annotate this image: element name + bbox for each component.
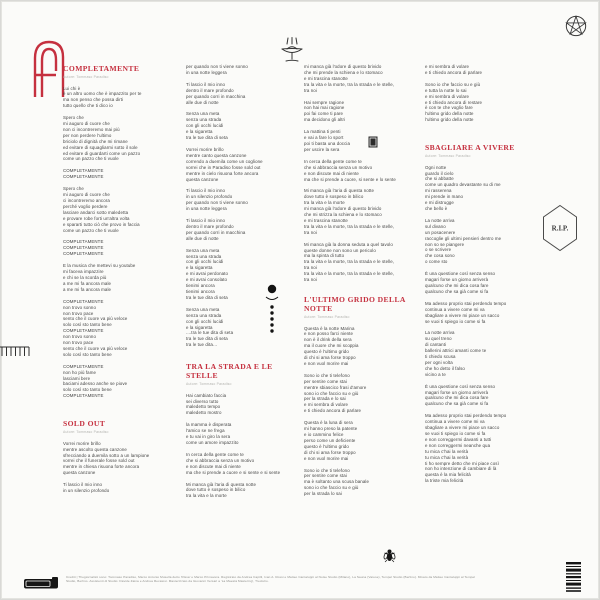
lyrics-column-4 [425, 64, 580, 490]
stanza: COMPLETAMENTE non trovo sonno non trovo pace sento che il cuore va più veloce solo così sto tanto bene COMPLETAMENTE non trovo sonno non trovo pace sento che il cuore va più veloce solo così sto tanto bene [63, 298, 128, 357]
stanza: Ti lascio il mio inno in un silenzio profondo [63, 482, 110, 494]
stanza: Hai sempre ragione non hai mai ragione poi fai come ti pare ma decidono gli altri [304, 99, 346, 123]
stanza: È una questione così senza senso magari forse un giorno arriverà qualcuno che mi dica cosa fare qualcuno che sa già come si fa [425, 271, 496, 294]
stanza: Mi manca già l'aria di questa notte dove tutto è sospeso in bilico tra la vita e la morte mi manca già l'odore di questo brivido che mi strizza la schiena e lo stomaco e mi trascina stanotte tra la vita e la morte, tra la strada e le stelle, tra noi [304, 188, 395, 235]
pentagram-icon [565, 15, 587, 42]
song-title: COMPLETAMENTE [63, 64, 140, 73]
stanza: Ti lascio il mio inno in un silenzio profondo per quando non ti viene sonno in una notte leggera [186, 188, 248, 212]
stanza: Senza una meta senza una strada con gli occhi lucidi e la sigaretta tra le tue dita di seta [186, 111, 228, 141]
credits-block [66, 575, 536, 583]
barcode-icon [565, 562, 583, 597]
stanza: Senza una meta senza una strada con gli occhi lucidi e la sigaretta ....tra le tue dita di seta tra le tue dita di seta tra le tue dita… [186, 306, 234, 348]
lyrics-column-3 [304, 64, 420, 503]
song-title: TRA LA STRADA E LE STELLE [186, 362, 273, 381]
stanza: Ogni notte guardo il cielo che si abbatte come un quadro devastante su di me mi rasserena mi prende in mano e mi distrugge che bello è [425, 164, 501, 211]
lighter-icon [23, 575, 63, 596]
stanza: Mi manca già l'aria di questa notte dove tutto è sospeso in bilico tra la vita e la morte [186, 481, 256, 499]
stanza: Vorrei morire brillo mentre canto questa canzone correndo a duemila come un coglione vorrei che in Paradiso fosse sold out mentre in cielo risuona forte ancora questa canzone [186, 146, 263, 182]
stanza: Ma adesso proprio stai perdendo tempo continua a vivere come mi va sbagliare a vivere mi piace un sacco se vuoi ti spiego io come si fa e non correggermi davanti a tutti e non correggermi neanche qua tu mica c'hai la verità tu mica c'hai la verità ti ho sempre detto che mi piace così non ho intenzione di cambiare di là questa è la mia felicità la triste mia felicità [425, 413, 507, 484]
rip-label: R.I.P. [551, 224, 569, 233]
song-title: SBAGLIARE A VIVERE [425, 143, 515, 153]
author-line: Autore: Tommaso Paradiso [63, 429, 109, 434]
stanza: Ti lascio il mio inno dentro il mare profondo per quando corri in macchina alle due di notte [186, 81, 246, 105]
credits-line-2: Studio, Berlino. Assistenti di Studio: Davide Zaina e Andrea Recatosi. Masterizzato da Giovanni Versari a 'La Maestà Mastering', Tredozio. [66, 579, 269, 584]
song-title: L'ULTIMO GRIDO DELLA NOTTE [304, 295, 406, 313]
stanza: La notte arriva su quel treno di cantanti ballerini attrici amanti come te ti chiedo scusa per ogni volta che ho detto il falso vicino a te [425, 330, 487, 377]
credits-line-1: Crediti | Thegiornalisti sono: Tommaso Paradiso, Marco Antonio Musella detto 'Rissa' e Marco Primavera. Registrato da Andrea Capilli, Ivan A. Rossi e Matteo Cantaluppi al Noise Studio (Milano), La Sauna (Varese), Tempel Studio (Berlino). Mixato da Matteo Cantaluppi al Tempel [66, 575, 476, 579]
lyrics-column-1 [63, 64, 183, 500]
stanza: Questa è la notte Marina e non posso farci niente non è il drink della sera ma il cuore che mi scoppia questo è l'ultimo grido di chi si ama forse troppo e non vuol morire mai [304, 325, 359, 366]
stanza: COMPLETAMENTE non ho più fame lasciami bere baciami adesso anche se piove solo così sto tanto bene COMPLETAMENTE [63, 363, 128, 399]
stanza: Ti lascio il mio inno dentro il mare profondo per quando corri in macchina alle due di notte [186, 218, 246, 241]
fly-icon [382, 548, 397, 568]
stanza: Vorrei morire brillo mentre ascolto questa canzone sfrecciando a duemila sotto a un lampione vorrei che il funerale fosse sold out mentre in chiesa risuona forte ancora questa canzone [63, 440, 150, 476]
stanza: Sono io che ti telefono per sentire come stai mentre sbiascico frasi d'amore sono io che faccio su e giù per la strada e lo sai e mi sembra di volare e ti chiedo ancora di parlare [304, 372, 367, 414]
stanza: Lui chi è è un altro uomo che è impazzito per te ma non penso che possa dirti tutto quello che ti dico io [63, 85, 142, 109]
stanza: Hai cambiato faccia sei diverso tutto maledetto tempo maledetto mostro [186, 392, 227, 416]
stanza: per quando non ti viene sonno in una notte leggera [186, 64, 248, 75]
song-title: SOLD OUT [63, 419, 106, 429]
stanza: La mattina ti penti e vai a fare lo sport poi ti basta una doccia per uscire la sera [304, 129, 350, 152]
stanza: La notte arriva sul divano un posacenere raccoglie gli ultimi pensieri dentro me non so se piangere o se scrivere che cosa sono o come sto [425, 217, 502, 265]
stanza: Sono io che faccio su e giù e tutta la notte lo sai e mi sembra di volare e ti chiedo ancora di restare è con te che voglio fare l'ultimo grido della notte l'ultimo grido della notte [425, 81, 483, 123]
stanza: Sono io che ti telefono per sentire come stai ma è soltanto una scusa banale sono io che faccio su e giù per la strada lo sai [304, 467, 369, 497]
author-line: Autore: Tommaso Paradiso [425, 153, 471, 158]
stanza: e mi sembra di volare e ti chiedo ancora di parlare [425, 64, 483, 75]
stanza: Ma adesso proprio stai perdendo tempo continua a vivere come mi va sbagliare a vivere mi piace un sacco se vuoi ti spiego io come si fa [425, 300, 507, 324]
stanza: In cerca della gente come te che si abbraccia senza un motivo e non discute mai di niente ma che si prende a cuore e si sente e si sente [186, 451, 281, 475]
stanza: mi manca già l'odore di questo brivido che mi prende la schiena e lo stomaco e mi trascina stanotte tra la vita e la morte, tra la strada e le stelle, tra noi [304, 64, 395, 93]
stanza: Senza una meta senza una strada con gli occhi lucidi e la sigaretta e mi avrai perdonato e mi avrai consolato tienimi ancora tienimi ancora tra le tue dita di seta [186, 247, 229, 300]
stanza: In cerca della gente come te che si abbraccia senza un motivo e non discute mai di niente ma che si prende a cuore, si sente e lo sente [304, 158, 396, 182]
author-line: Autore: Tommaso Paradiso [63, 74, 109, 79]
comb-icon [0, 345, 31, 364]
stanza: Spero che mi auguro di cuore che non ci incontreremo mai più per non perdere l'ultimo briciolo di dignità che mi rimane ed evitare di squagliarmi sotto il sole ed evitare di guardarti come un pazzo come un pazzo che ti vuole [63, 115, 141, 162]
author-line: Autore: Tommaso Paradiso [186, 381, 232, 386]
stanza: È una questione così senza senso magari forse un giorno arriverà qualcuno che mi dica cosa fare qualcuno che sa già come si fa [425, 383, 496, 407]
stanza: COMPLETAMENTE COMPLETAMENTE [63, 168, 104, 180]
stanza: Mi manca già la donna seduta a quel tavolo queste donne non sono un pericolo ma la spinta di tutto tra la vita e la morte, tra la strada e le stelle, tra noi tra la vita e la morte, tra la strada e le stelle, tra noi [304, 241, 395, 283]
lyrics-column-2 [186, 64, 302, 505]
stanza: la mamma è disperata l'amico se ne frega e tu vai in giro la sera come un amore impazzito [186, 422, 239, 445]
stanza: Spero che mi auguro di cuore che ci incontreremo ancora perché voglio perdere lasciare andarci sotto maledetta e provare robe forti un'altra volta e spararti tutto ciò che provo in faccia come un pazzo che ti vuole [63, 186, 140, 233]
stanza: E la musica che mettevi su youtube mi faceva impazzire e chi se la scorda più a me mi fa ancora male a me mi fa ancora male [63, 263, 136, 292]
stanza: Questa è la luna di sera mi hanno preso la patente e io cammino felice perso come un deficiente questo è l'ultimo grido di chi si ama forse troppo e non vuol morire mai [304, 420, 358, 461]
stanza: COMPLETAMENTE COMPLETAMENTE COMPLETAMENTE [63, 239, 104, 257]
author-line: Autore: Tommaso Paradiso [304, 314, 350, 319]
